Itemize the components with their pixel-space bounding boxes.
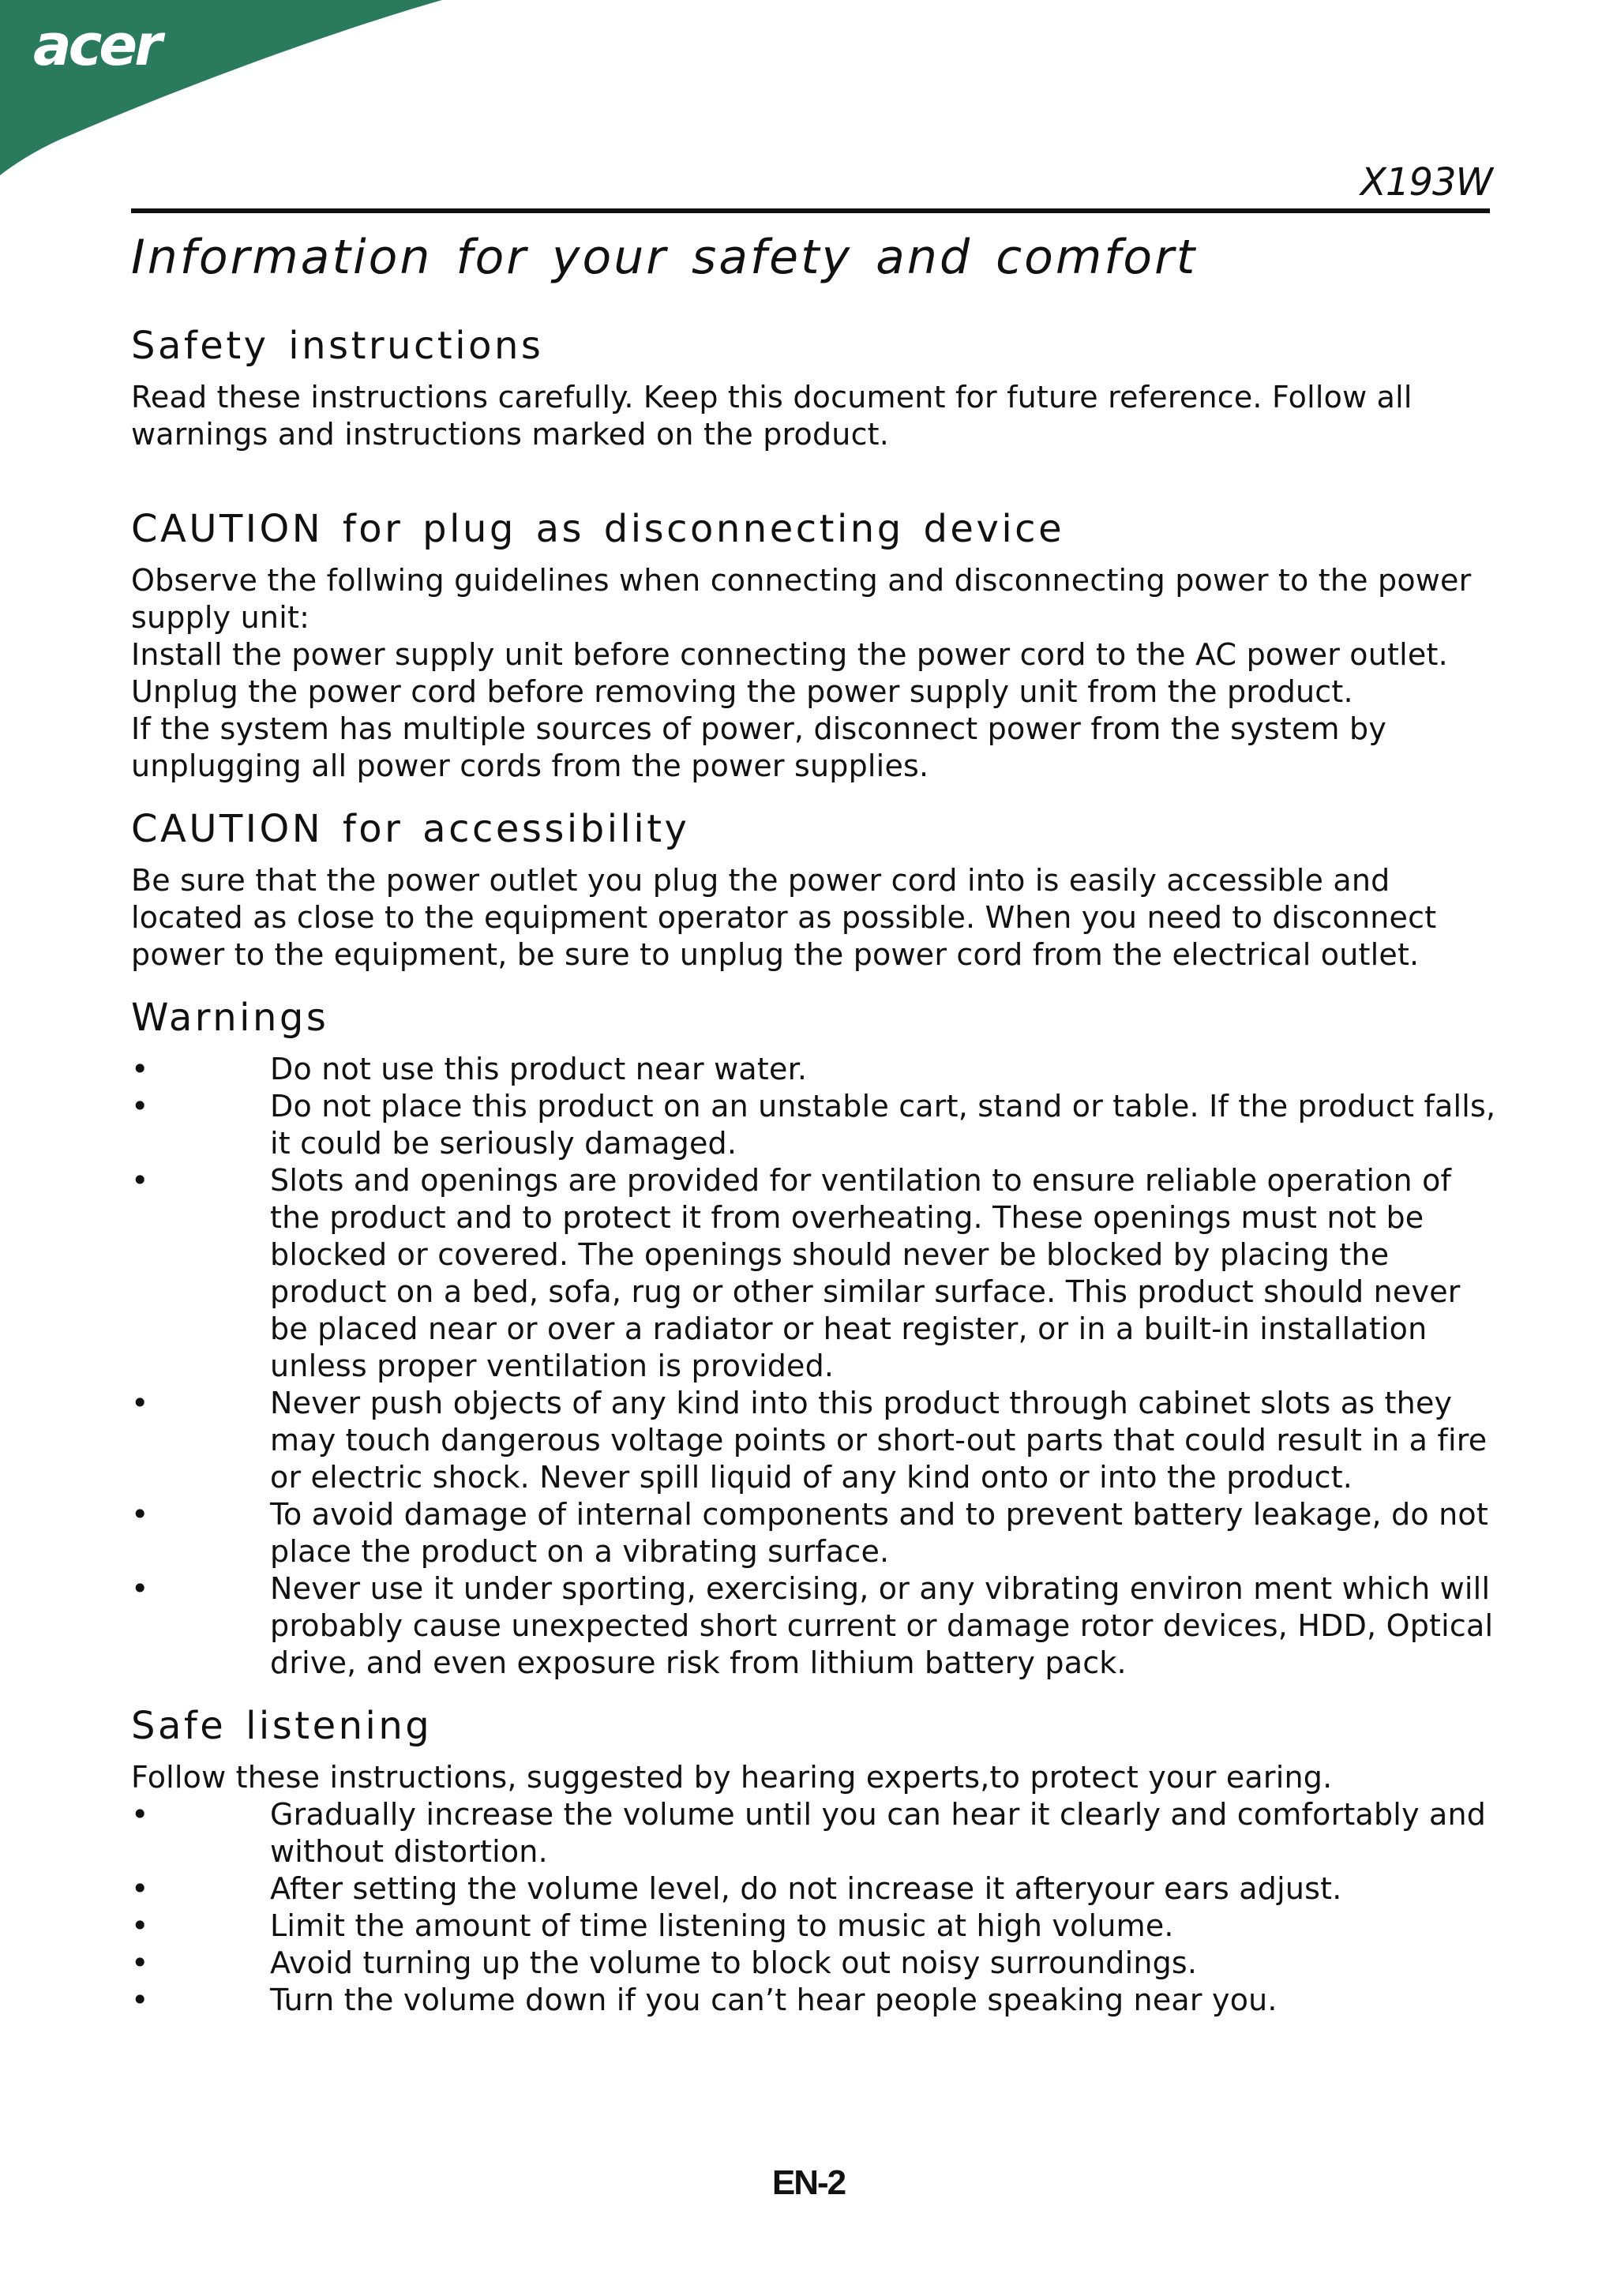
list-item-text: Never push objects of any kind into this product through cabinet slots as they may touch dangerous voltage points or short-out parts that could result in a fire or electric shock. Never spill liquid of any kind onto or into the product. — [270, 1386, 1488, 1495]
page-title: Information for your safety and comfort — [131, 230, 1198, 285]
list-item-text: Do not place this product on an unstable cart, stand or table. If the product falls, it could be seriously damaged. — [270, 1089, 1496, 1161]
section-title: Safe listening — [131, 1704, 433, 1748]
model-number: X193W — [1360, 160, 1492, 204]
bullet: • — [131, 1089, 149, 1124]
bullet: • — [131, 1908, 149, 1943]
section-title: Warnings — [131, 996, 329, 1040]
section-caution-accessibility — [131, 796, 1497, 974]
list-item-text: Never use it under sporting, exercising, or any vibrating environ ment which will probably cause unexpected short current or damage rotor devices, HDD, Optical drive, and even exposure risk from lithium battery pack. — [270, 1571, 1494, 1680]
list-item — [131, 1385, 1497, 1496]
page-number: EN-2 — [771, 2163, 846, 2202]
list-item — [131, 1162, 1497, 1385]
bullet: • — [131, 1871, 149, 1906]
bullet: • — [131, 1983, 149, 2017]
document-body — [131, 313, 1497, 2019]
list-item-text: Slots and openings are provided for ventilation to ensure reliable operation of the product and to protect it from overheating. These openings must not be blocked or covered. The openings should never be blocked by placing the product on a bed, sofa, rug or other similar surface. This product should never be placed near or over a radiator or heat register, or in a built-in installation unless proper ventilation is provided. — [270, 1163, 1461, 1383]
section-caution-plug — [131, 496, 1497, 785]
section-title: Safety instructions — [131, 324, 544, 368]
logo-wordmark: acer — [33, 12, 159, 78]
list-item — [131, 1496, 1497, 1570]
paragraph: Observe the follwing guidelines when connecting and disconnecting power to the power supply unit: — [131, 563, 1472, 635]
list-item — [131, 1945, 1497, 1982]
list-item-text: To avoid damage of internal components and to prevent battery leakage, do not place the product on a vibrating surface. — [270, 1497, 1488, 1569]
list-item-text: Limit the amount of time listening to music at high volume. — [270, 1908, 1174, 1943]
list-item-text: Do not use this product near water. — [270, 1052, 808, 1086]
bullet: • — [131, 1571, 149, 1606]
header-rule — [131, 208, 1490, 213]
acer-logo — [0, 0, 474, 189]
list-item — [131, 1051, 1497, 1088]
paragraph: If the system has multiple sources of power, disconnect power from the system by unplugging all power cords from the power supplies. — [131, 711, 1387, 783]
list-item — [131, 1870, 1497, 1908]
list-item-text: Turn the volume down if you can’t hear people speaking near you. — [270, 1983, 1277, 2017]
bullet: • — [131, 1052, 149, 1086]
list-item-text: Gradually increase the volume until you can hear it clearly and comfortably and without distortion. — [270, 1797, 1487, 1869]
paragraph: Be sure that the power outlet you plug the power cord into is easily accessible and located as close to the equipment operator as possible. When you need to disconnect power to the equipment, be sure to unplug the power cord from the electrical outlet. — [131, 863, 1437, 972]
paragraph: Unplug the power cord before removing the power supply unit from the product. — [131, 674, 1353, 709]
paragraph: Read these instructions carefully. Keep this document for future reference. Follow all warnings and instructions marked on the product. — [131, 380, 1413, 452]
paragraph: Install the power supply unit before connecting the power cord to the AC power outlet. — [131, 637, 1448, 672]
section-title: CAUTION for accessibility — [131, 807, 690, 851]
list-item — [131, 1908, 1497, 1945]
bullet: • — [131, 1797, 149, 1832]
listening-list — [131, 1796, 1497, 2019]
warnings-list — [131, 1051, 1497, 1682]
section-warnings — [131, 985, 1497, 1682]
bullet: • — [131, 1386, 149, 1420]
section-safe-listening — [131, 1693, 1497, 2019]
paragraph: Follow these instructions, suggested by hearing experts,to protect your earing. — [131, 1760, 1333, 1795]
list-item-text: After setting the volume level, do not increase it afteryour ears adjust. — [270, 1871, 1342, 1906]
list-item-text: Avoid turning up the volume to block out noisy surroundings. — [270, 1945, 1198, 1980]
bullet: • — [131, 1945, 149, 1980]
list-item — [131, 1982, 1497, 2019]
list-item — [131, 1088, 1497, 1162]
section-title: CAUTION for plug as disconnecting device — [131, 507, 1065, 551]
bullet: • — [131, 1163, 149, 1198]
bullet: • — [131, 1497, 149, 1532]
list-item — [131, 1796, 1497, 1870]
list-item — [131, 1570, 1497, 1682]
section-safety-instructions — [131, 313, 1497, 453]
